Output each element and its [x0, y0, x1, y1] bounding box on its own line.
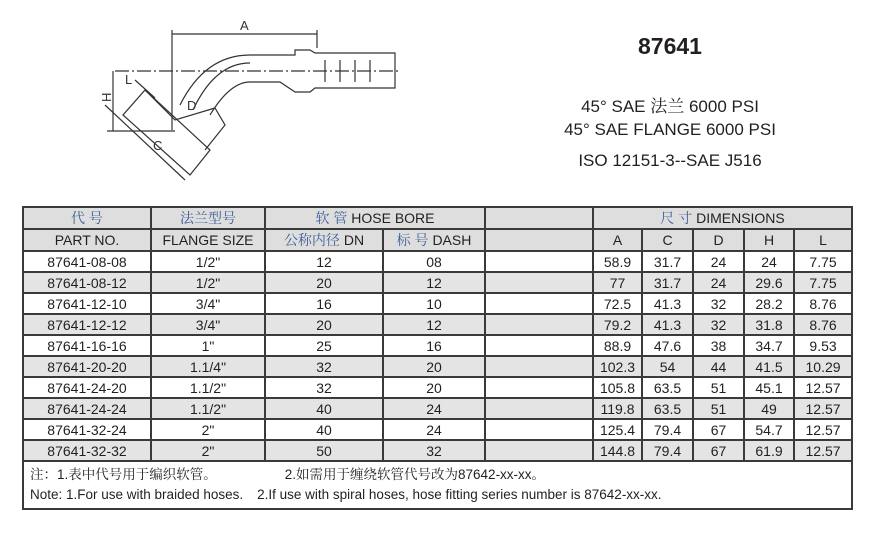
cell-dn: 40	[265, 419, 383, 440]
cell-blank	[485, 314, 593, 335]
table-row	[23, 314, 852, 335]
dimensions-table	[22, 206, 853, 510]
model-number: 87641	[638, 33, 702, 59]
header-dimensions	[593, 207, 852, 229]
hose-en: HOSE BORE	[351, 210, 435, 226]
cell-dash: 24	[383, 398, 485, 419]
cell-l: 7.75	[794, 272, 852, 293]
table-row	[23, 293, 852, 314]
cell-flange-size: 2"	[151, 440, 265, 461]
cell-blank	[485, 251, 593, 272]
dim-label-c: C	[153, 138, 163, 153]
header-row-1	[23, 207, 852, 229]
standard-line: ISO 12151-3--SAE J516	[578, 151, 762, 170]
cell-a: 79.2	[593, 314, 642, 335]
cell-c: 63.5	[642, 377, 693, 398]
cell-d: 32	[693, 314, 744, 335]
cell-dn: 25	[265, 335, 383, 356]
cell-dn: 20	[265, 272, 383, 293]
cell-part-no: 87641-32-32	[23, 440, 151, 461]
cell-part-no: 87641-20-20	[23, 356, 151, 377]
cell-dash: 12	[383, 314, 485, 335]
cell-d: 32	[693, 293, 744, 314]
cell-dn: 50	[265, 440, 383, 461]
cell-a: 105.8	[593, 377, 642, 398]
cell-dash: 08	[383, 251, 485, 272]
cell-blank	[485, 293, 593, 314]
table-row	[23, 356, 852, 377]
header-blank	[485, 207, 593, 229]
cell-part-no: 87641-16-16	[23, 335, 151, 356]
table-row	[23, 419, 852, 440]
cell-part-no: 87641-08-12	[23, 272, 151, 293]
header-dash	[383, 229, 485, 251]
cell-d: 67	[693, 419, 744, 440]
cell-flange-size: 1/2"	[151, 251, 265, 272]
cell-flange-size: 3/4"	[151, 314, 265, 335]
cell-l: 12.57	[794, 440, 852, 461]
cell-h: 54.7	[744, 419, 794, 440]
dash-cn: 标 号	[396, 232, 429, 248]
cell-c: 54	[642, 356, 693, 377]
note-en-1: Note: 1.For use with braided hoses.	[30, 487, 244, 502]
cell-blank	[485, 377, 593, 398]
cell-h: 61.9	[744, 440, 794, 461]
cell-blank	[485, 335, 593, 356]
note-cn-2: 2.如需用于缠绕软管代号改为87642-xx-xx。	[284, 467, 546, 482]
subtitle-cn: 45° SAE 法兰 6000 PSI	[581, 97, 759, 116]
cell-c: 41.3	[642, 314, 693, 335]
cell-c: 79.4	[642, 440, 693, 461]
cell-h: 31.8	[744, 314, 794, 335]
cell-flange-size: 1/2"	[151, 272, 265, 293]
cell-blank	[485, 398, 593, 419]
cell-flange-size: 3/4"	[151, 293, 265, 314]
cell-part-no: 87641-12-12	[23, 314, 151, 335]
header-dim-c: C	[642, 229, 693, 251]
cell-a: 72.5	[593, 293, 642, 314]
cell-flange-size: 1"	[151, 335, 265, 356]
cell-dn: 12	[265, 251, 383, 272]
cell-c: 79.4	[642, 419, 693, 440]
dn-en: DN	[343, 232, 365, 248]
table-row	[23, 335, 852, 356]
cell-a: 119.8	[593, 398, 642, 419]
hose-cn: 软 管	[315, 210, 348, 226]
cell-d: 38	[693, 335, 744, 356]
cell-a: 102.3	[593, 356, 642, 377]
cell-blank	[485, 356, 593, 377]
header-dim-d: D	[693, 229, 744, 251]
cell-l: 8.76	[794, 293, 852, 314]
cell-l: 12.57	[794, 377, 852, 398]
cell-dn: 20	[265, 314, 383, 335]
cell-h: 41.5	[744, 356, 794, 377]
cell-dash: 16	[383, 335, 485, 356]
header-part-en: PART NO.	[23, 229, 151, 251]
note-cn-1: 注：1.表中代号用于编织软管。	[30, 467, 217, 482]
cell-part-no: 87641-08-08	[23, 251, 151, 272]
header-dn	[265, 229, 383, 251]
dim-label-a: A	[240, 18, 249, 33]
dn-cn: 公称内径	[283, 232, 340, 248]
cell-h: 24	[744, 251, 794, 272]
cell-flange-size: 1.1/2"	[151, 398, 265, 419]
cell-dash: 12	[383, 272, 485, 293]
header-flange-en: FLANGE SIZE	[151, 229, 265, 251]
cell-blank	[485, 419, 593, 440]
cell-h: 45.1	[744, 377, 794, 398]
table-row	[23, 398, 852, 419]
table-row	[23, 251, 852, 272]
cell-l: 8.76	[794, 314, 852, 335]
dim-cn: 尺 寸	[660, 210, 693, 226]
cell-c: 31.7	[642, 272, 693, 293]
subtitle-en: 45° SAE FLANGE 6000 PSI	[564, 120, 776, 139]
header-row-2	[23, 229, 852, 251]
table-row	[23, 272, 852, 293]
header-hose-bore	[265, 207, 485, 229]
header-part-cn: 代 号	[23, 207, 151, 229]
cell-dash: 20	[383, 356, 485, 377]
cell-a: 88.9	[593, 335, 642, 356]
cell-part-no: 87641-24-24	[23, 398, 151, 419]
cell-c: 31.7	[642, 251, 693, 272]
cell-d: 51	[693, 377, 744, 398]
cell-l: 7.75	[794, 251, 852, 272]
note-en-2: 2.If use with spiral hoses, hose fitting series number is 87642-xx-xx.	[257, 487, 662, 502]
cell-part-no: 87641-12-10	[23, 293, 151, 314]
cell-d: 67	[693, 440, 744, 461]
cell-d: 51	[693, 398, 744, 419]
cell-blank	[485, 440, 593, 461]
cell-dash: 10	[383, 293, 485, 314]
cell-c: 41.3	[642, 293, 693, 314]
dim-label-l: L	[125, 72, 133, 87]
cell-dash: 24	[383, 419, 485, 440]
cell-blank	[485, 272, 593, 293]
cell-dn: 40	[265, 398, 383, 419]
notes-row	[23, 461, 852, 509]
cell-l: 12.57	[794, 419, 852, 440]
cell-h: 28.2	[744, 293, 794, 314]
cell-part-no: 87641-24-20	[23, 377, 151, 398]
cell-d: 44	[693, 356, 744, 377]
cell-a: 125.4	[593, 419, 642, 440]
cell-a: 77	[593, 272, 642, 293]
cell-flange-size: 1.1/4"	[151, 356, 265, 377]
cell-h: 49	[744, 398, 794, 419]
cell-dn: 32	[265, 377, 383, 398]
cell-dash: 20	[383, 377, 485, 398]
header-dim-a: A	[593, 229, 642, 251]
table-row	[23, 440, 852, 461]
header-dim-l: L	[794, 229, 852, 251]
header-flange-cn: 法兰型号	[151, 207, 265, 229]
dim-en: DIMENSIONS	[696, 210, 785, 226]
table-row	[23, 377, 852, 398]
cell-h: 29.6	[744, 272, 794, 293]
cell-l: 10.29	[794, 356, 852, 377]
dim-label-h: H	[99, 92, 114, 102]
dim-label-d: D	[187, 98, 197, 113]
cell-c: 63.5	[642, 398, 693, 419]
header-blank	[485, 229, 593, 251]
cell-d: 24	[693, 272, 744, 293]
cell-dn: 16	[265, 293, 383, 314]
dash-en: DASH	[432, 232, 472, 248]
cell-flange-size: 2"	[151, 419, 265, 440]
cell-c: 47.6	[642, 335, 693, 356]
header-dim-h: H	[744, 229, 794, 251]
cell-h: 34.7	[744, 335, 794, 356]
cell-dn: 32	[265, 356, 383, 377]
notes	[23, 461, 852, 509]
cell-dash: 32	[383, 440, 485, 461]
fitting-drawing	[95, 10, 415, 190]
cell-a: 144.8	[593, 440, 642, 461]
cell-flange-size: 1.1/2"	[151, 377, 265, 398]
cell-l: 12.57	[794, 398, 852, 419]
cell-part-no: 87641-32-24	[23, 419, 151, 440]
cell-l: 9.53	[794, 335, 852, 356]
cell-a: 58.9	[593, 251, 642, 272]
cell-d: 24	[693, 251, 744, 272]
